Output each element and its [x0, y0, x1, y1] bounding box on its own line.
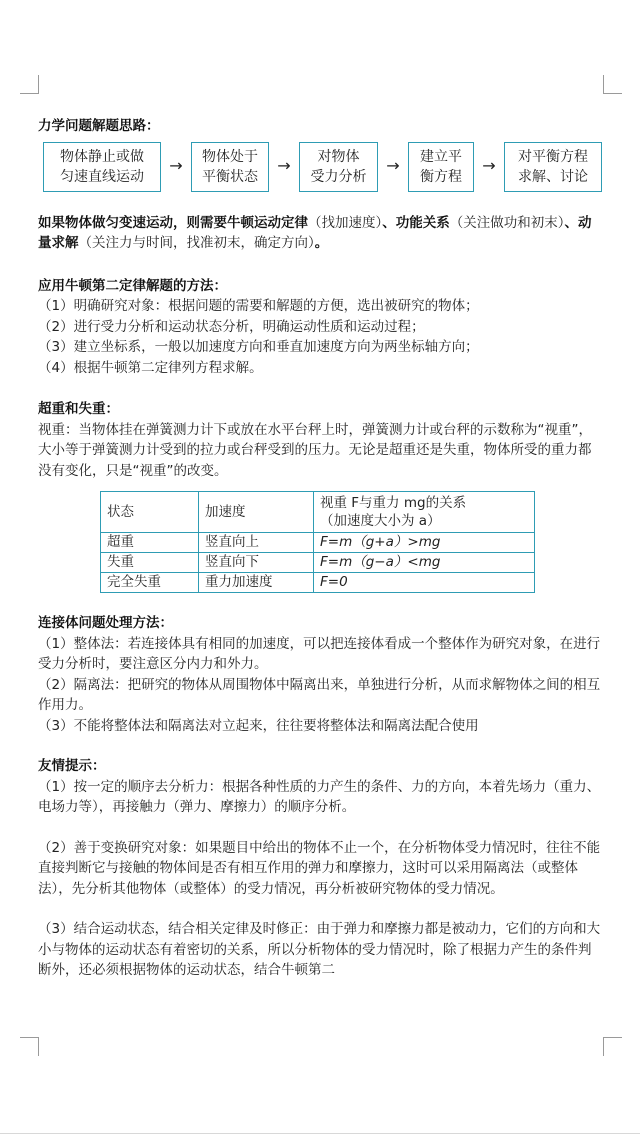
newton-step-3: （3）建立坐标系，一般以加速度方向和垂直加速度方向为两坐标轴方向； [38, 339, 479, 355]
flow-step-5-text: 对平衡方程 求解、讨论 [518, 148, 588, 185]
table-cell-relation: F=m（g−a）<mg [314, 553, 535, 573]
connected-item-3: （3）不能将整体法和隔离法对立起来，往往要将整体法和隔离法配合使用 [38, 717, 479, 734]
table-header-acceleration: 加速度 [199, 492, 314, 533]
table-cell-acceleration: 重力加速度 [199, 573, 314, 593]
page-corner-mark-bottom-right [603, 1037, 622, 1056]
flow-step-4-text: 建立平 衡方程 [420, 148, 462, 185]
table-row [101, 573, 535, 593]
table-header-relation: 视重 F与重力 mg的关系 （加速度大小为 a） [314, 492, 535, 533]
tip-item-3: （3）结合运动状态，结合相关定律及时修正：由于弹力和摩擦力都是被动力，它们的方向和大小与物体的运动状态有着密切的关系，所以分析物体的受力情况时，除了根据力产生的条件判断外，还必须根据物体的运动状态，结合牛顿第二 [38, 921, 601, 978]
motion-bold-1: 如果物体做匀变速运动，则需要牛顿运动定律 [38, 214, 308, 231]
flow-arrow-1: → [169, 156, 183, 176]
newton-step-1: （1）明确研究对象：根据问题的需要和解题的方便，选出被研究的物体； [38, 298, 479, 314]
table-header-state: 状态 [101, 492, 199, 533]
section-title-overweight: 超重和失重： [38, 401, 119, 417]
table-row [101, 553, 535, 573]
table-cell-state: 失重 [101, 553, 199, 573]
flow-step-3 [299, 142, 378, 192]
motion-note-3: （关注力与时间，找准初末，确定方向） [78, 235, 315, 251]
page-corner-mark-top-left [20, 75, 39, 94]
motion-bold-3: 、动量求解 [38, 214, 592, 251]
flow-arrow-2: → [277, 156, 291, 176]
table-cell-state: 完全失重 [101, 573, 199, 593]
document-page [38, 112, 604, 981]
flowchart [38, 141, 604, 193]
page-corner-mark-bottom-left [20, 1037, 39, 1056]
apparent-weight-text: 视重：当物体挂在弹簧测力计下或放在水平台秤上时，弹簧测力计或台秤的示数称为“视重”，大小等于弹簧测力计受到的拉力或台秤受到的压力。无论是超重还是失重，物体所受的重力都没有变化，只是“视重”的改变。 [38, 421, 592, 479]
flow-arrow-3: → [386, 156, 400, 176]
motion-end: 。 [314, 235, 329, 251]
weight-table [100, 491, 535, 593]
newton-step-2: （2）进行受力分析和运动状态分析，明确运动性质和运动过程； [38, 318, 425, 335]
motion-bold-2: 、功能关系 [382, 214, 450, 231]
table-cell-acceleration: 竖直向下 [199, 553, 314, 573]
motion-note-1: （找加速度） [308, 214, 383, 231]
motion-paragraph [38, 213, 604, 254]
page-corner-mark-top-right [603, 75, 622, 94]
connected-item-1: （1）整体法：若连接体具有相同的加速度，可以把连接体看成一个整体作为研究对象，在进行受力分析时，要注意区分内力和外力。 [38, 635, 601, 672]
section-title-tips: 友情提示： [38, 758, 106, 774]
tip-item-2: （2）善于变换研究对象：如果题目中给出的物体不止一个，在分析物体受力情况时，往往不能直接判断它与接触的物体间是否有相互作用的弹力和摩擦力，这时可以采用隔离法（或整体法），先分析其他物体（或整体）的受力情况，再分析被研究物体的受力情况。 [38, 839, 601, 897]
tip-item-1: （1）按一定的顺序去分析力：根据各种性质的力产生的条件、力的方向，本着先场力（重力、电场力等），再接触力（弹力、摩擦力）的顺序分析。 [38, 778, 601, 815]
table-cell-state: 超重 [101, 533, 199, 553]
flow-step-1-text: 物体静止或做 匀速直线运动 [60, 148, 144, 185]
page-bottom-divider [0, 1133, 640, 1134]
flow-step-5 [504, 142, 602, 192]
table-cell-relation: F=0 [314, 573, 535, 593]
flow-arrow-4: → [482, 156, 496, 176]
connected-item-2: （2）隔离法：把研究的物体从周围物体中隔离出来，单独进行分析，从而求解物体之间的相互作用力。 [38, 676, 601, 713]
section-title-approach: 力学问题解题思路： [38, 118, 160, 134]
section-title-connected: 连接体问题处理方法： [38, 615, 173, 631]
section-title-newton: 应用牛顿第二定律解题的方法： [38, 277, 227, 294]
table-cell-relation: F=m（g+a）>mg [314, 533, 535, 553]
motion-note-2: （关注做功和初末） [449, 214, 565, 231]
newton-step-4: （4）根据牛顿第二定律列方程求解。 [38, 359, 263, 376]
flow-step-1 [43, 142, 161, 192]
flow-step-2-text: 物体处于 平衡状态 [202, 148, 258, 185]
flow-step-2 [191, 142, 269, 192]
table-cell-acceleration: 竖直向上 [199, 533, 314, 553]
flow-step-3-text: 对物体 受力分析 [310, 148, 367, 185]
table-row [101, 533, 535, 553]
flow-step-4 [408, 142, 474, 192]
table-header-row [101, 492, 535, 533]
